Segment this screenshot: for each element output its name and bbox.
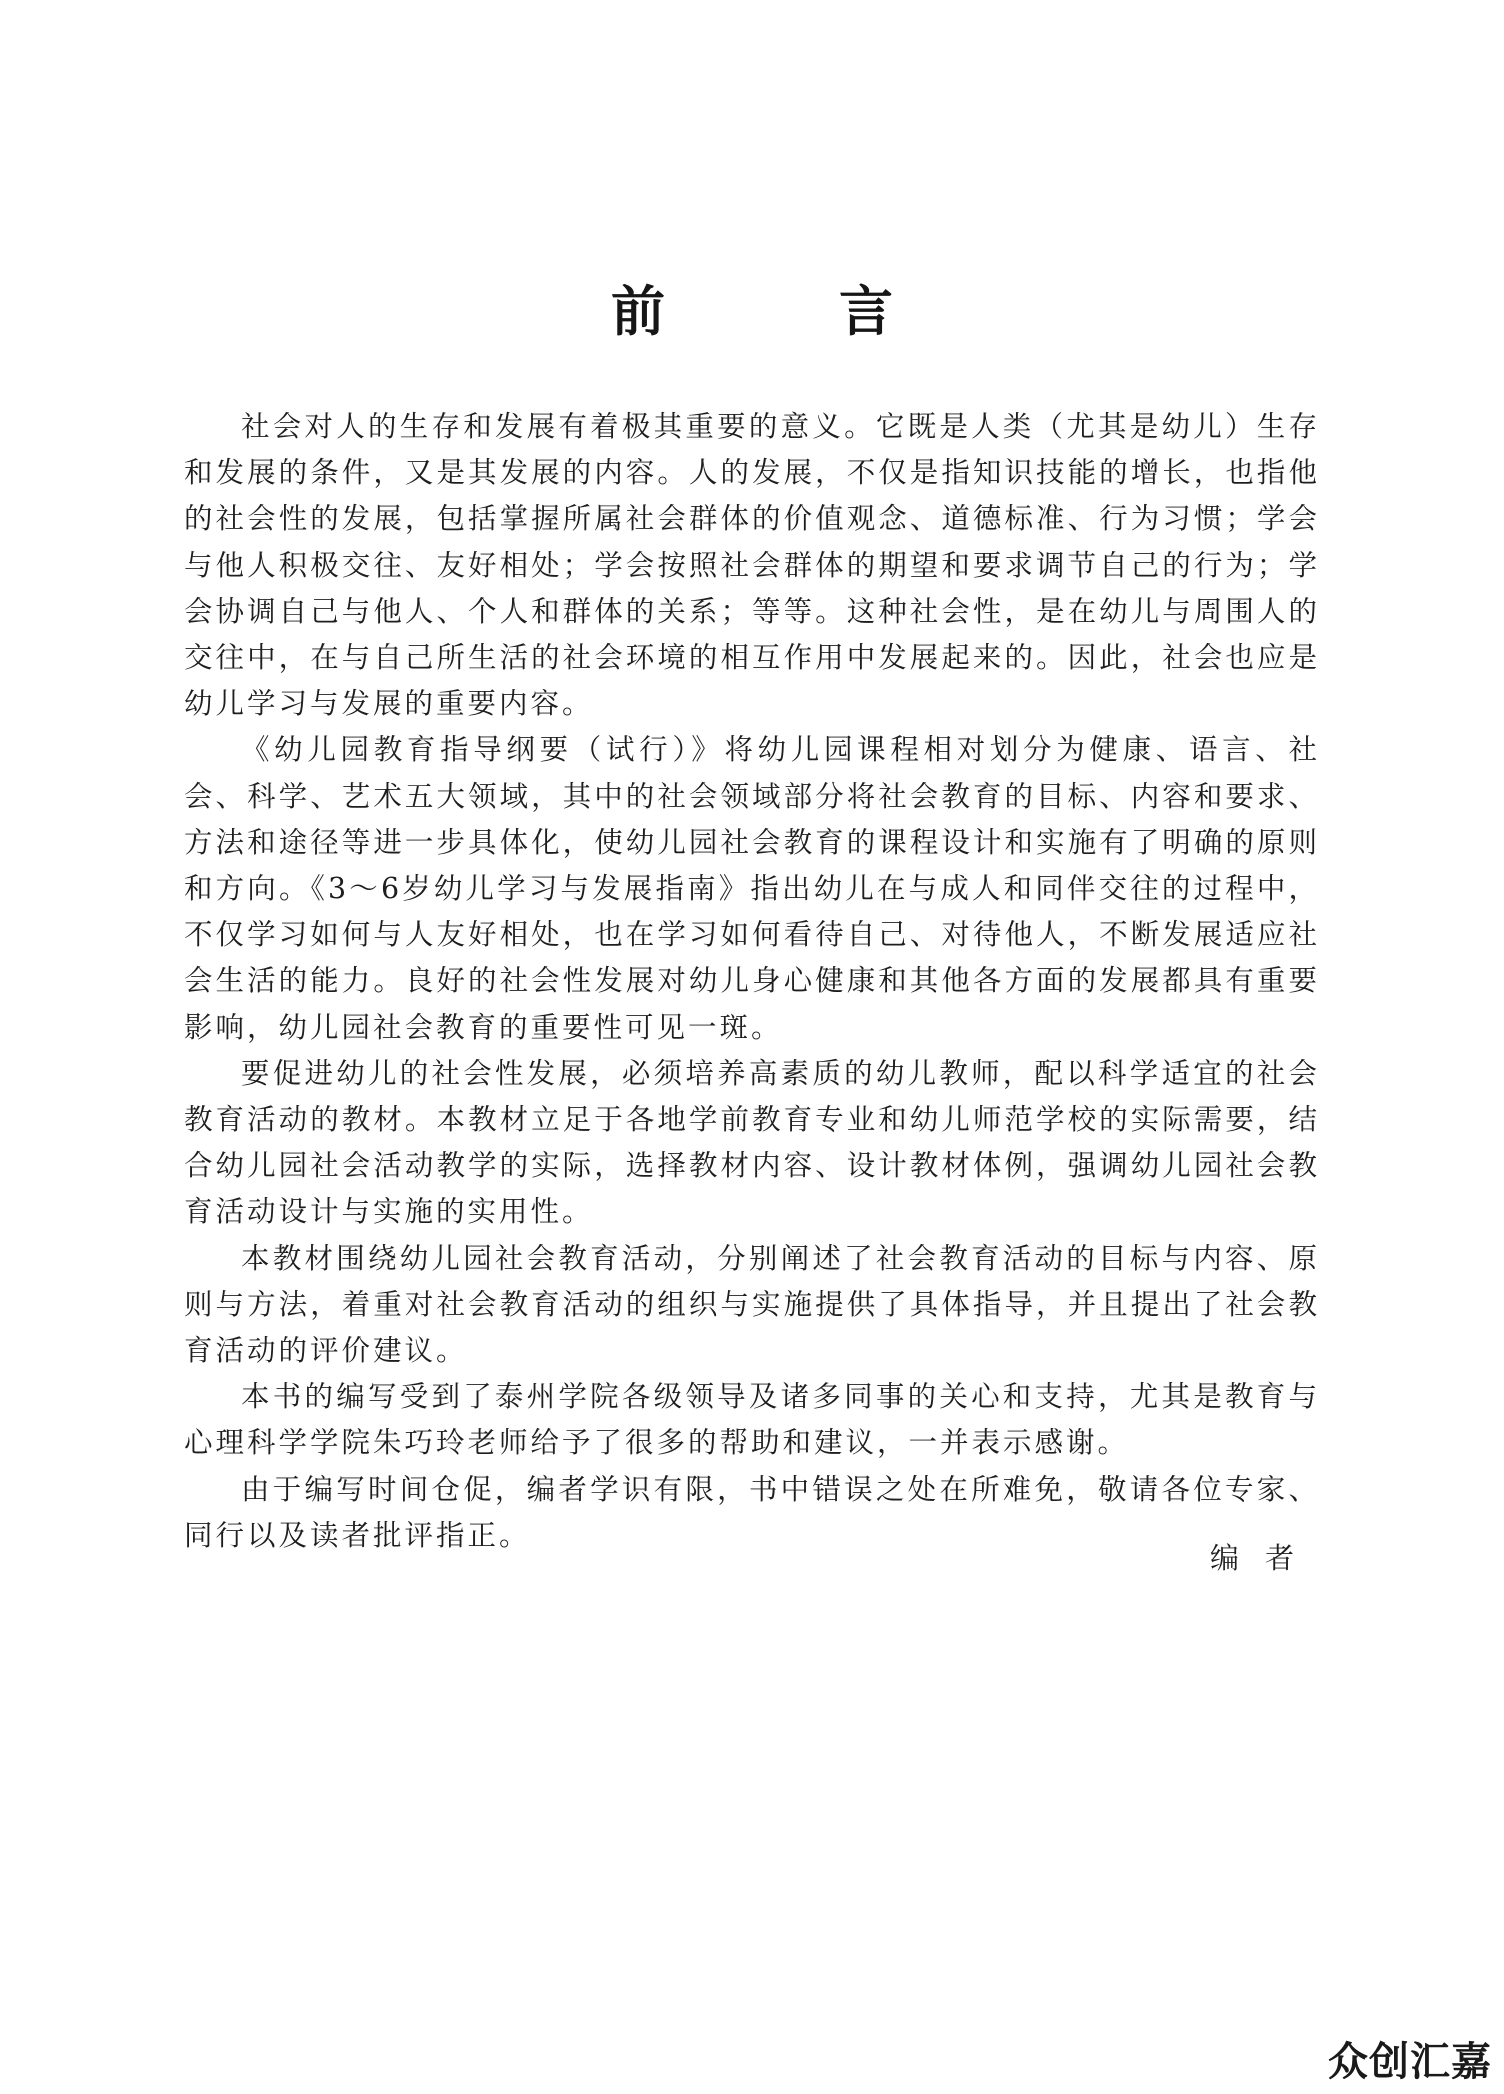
paragraph-1: 社会对人的生存和发展有着极其重要的意义。它既是人类（尤其是幼儿）生存和发展的条件，又是其发展的内容。人的发展，不仅是指知识技能的增长，也指他的社会性的发展，包括掌握所属社会群体的价值观念、道德标准、行为习惯；学会与他人积极交往、友好相处；学会按照社会群体的期望和要求调节自己的行为；学会协调自己与他人、个人和群体的关系；等等。这种社会性，是在幼儿与周围人的交往中，在与自己所生活的社会环境的相互作用中发展起来的。因此，社会也应是幼儿学习与发展的重要内容。 [184, 410, 1320, 721]
author-signature: 编者 [1209, 1541, 1320, 1575]
watermark-logo: 众创汇嘉 [1328, 2039, 1492, 2085]
paragraph-5: 本书的编写受到了泰州学院各级领导及诸多同事的关心和支持，尤其是教育与心理科学学院朱巧玲老师给予了很多的帮助和建议，一并表示感谢。 [184, 1380, 1320, 1460]
page-title: 前 言 [611, 280, 953, 343]
paragraph-2: 《幼儿园教育指导纲要（试行）》将幼儿园课程相对划分为健康、语言、社会、科学、艺术五大领域，其中的社会领域部分将社会教育的目标、内容和要求、方法和途径等进一步具体化，使幼儿园社会教育的课程设计和实施有了明确的原则和方向。《3～6岁幼儿学习与发展指南》指出幼儿在与成人和同伴交往的过程中，不仅学习如何与人友好相处，也在学习如何看待自己、对待他人，不断发展适应社会生活的能力。良好的社会性发展对幼儿身心健康和其他各方面的发展都具有重要影响，幼儿园社会教育的重要性可见一斑。 [184, 733, 1320, 1044]
paragraph-4: 本教材围绕幼儿园社会教育活动，分别阐述了社会教育活动的目标与内容、原则与方法，着重对社会教育活动的组织与实施提供了具体指导，并且提出了社会教育活动的评价建议。 [184, 1241, 1320, 1368]
preface-body [184, 404, 1320, 1559]
paragraph-3: 要促进幼儿的社会性发展，必须培养高素质的幼儿教师，配以科学适宜的社会教育活动的教材。本教材立足于各地学前教育专业和幼儿师范学校的实际需要，结合幼儿园社会活动教学的实际，选择教材内容、设计教材体例，强调幼儿园社会教育活动设计与实施的实用性。 [184, 1056, 1320, 1229]
paragraph-6: 由于编写时间仓促，编者学识有限，书中错误之处在所难免，敬请各位专家、同行以及读者批评指正。 [184, 1472, 1320, 1552]
